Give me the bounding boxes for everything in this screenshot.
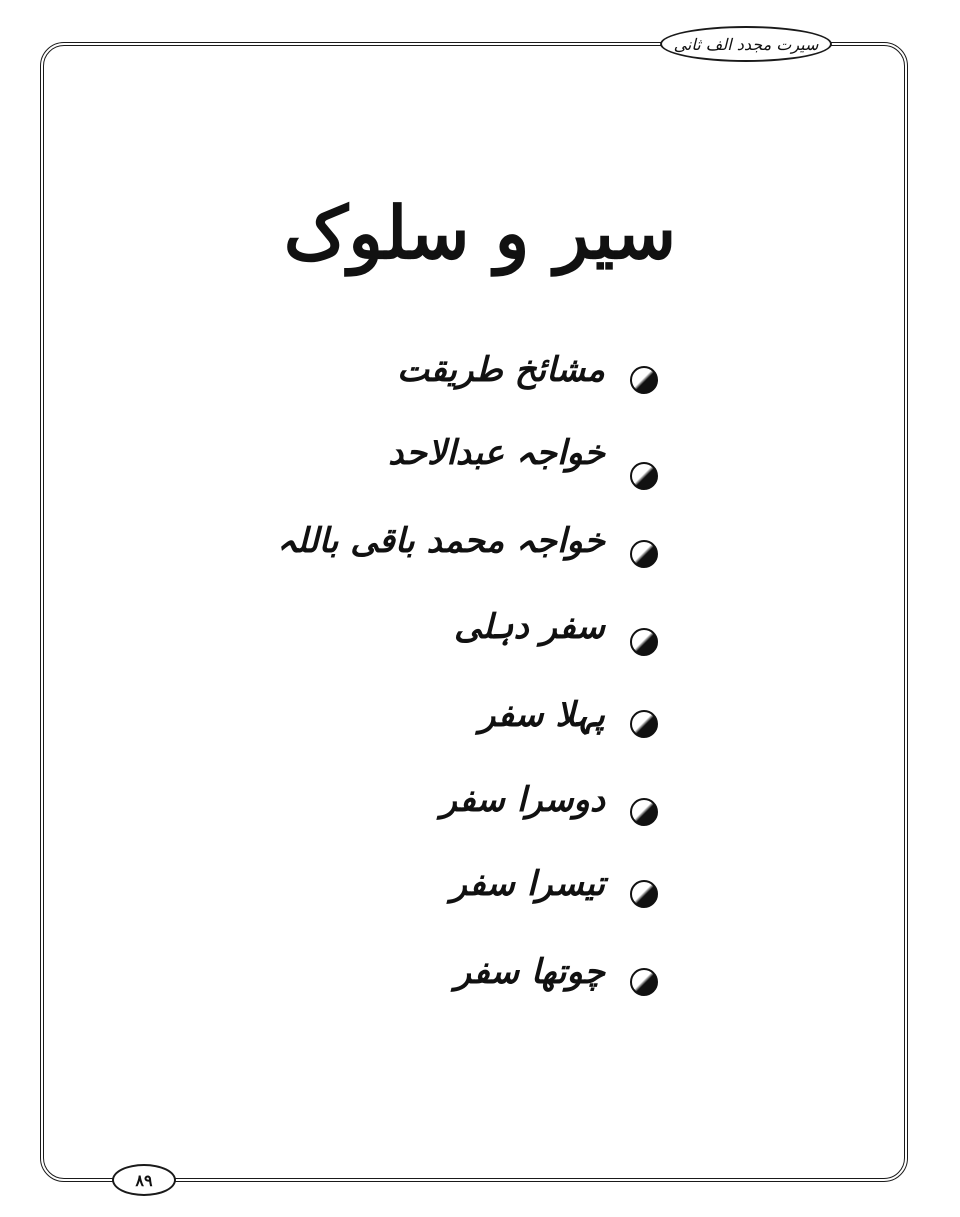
toc-bullet-icon [630,710,658,738]
toc-bullet-icon [630,880,658,908]
toc-item: سفر دہلی [454,607,605,647]
toc-item: دوسرا سفر [440,780,605,820]
toc-item: خواجہ محمد باقی باللہ [277,521,605,561]
toc-item: مشائخ طریقت [396,350,605,390]
toc-item: تیسرا سفر [450,864,605,904]
toc-bullet-icon [630,462,658,490]
page-number [112,1164,176,1196]
toc-bullet-icon [630,628,658,656]
toc-bullet-icon [630,540,658,568]
toc-bullet-icon [630,366,658,394]
toc-bullet-icon [630,798,658,826]
page-number-text: ۸۹ [135,1170,153,1190]
toc-bullet-icon [630,968,658,996]
running-title: سیرت مجدد الف ثانی [673,34,819,54]
toc-item: خواجہ عبدالاحد [388,433,605,473]
toc-item: چوتھا سفر [454,952,605,992]
chapter-title: سیر و سلوک [283,190,677,275]
toc-item: پہلا سفر [479,695,605,735]
